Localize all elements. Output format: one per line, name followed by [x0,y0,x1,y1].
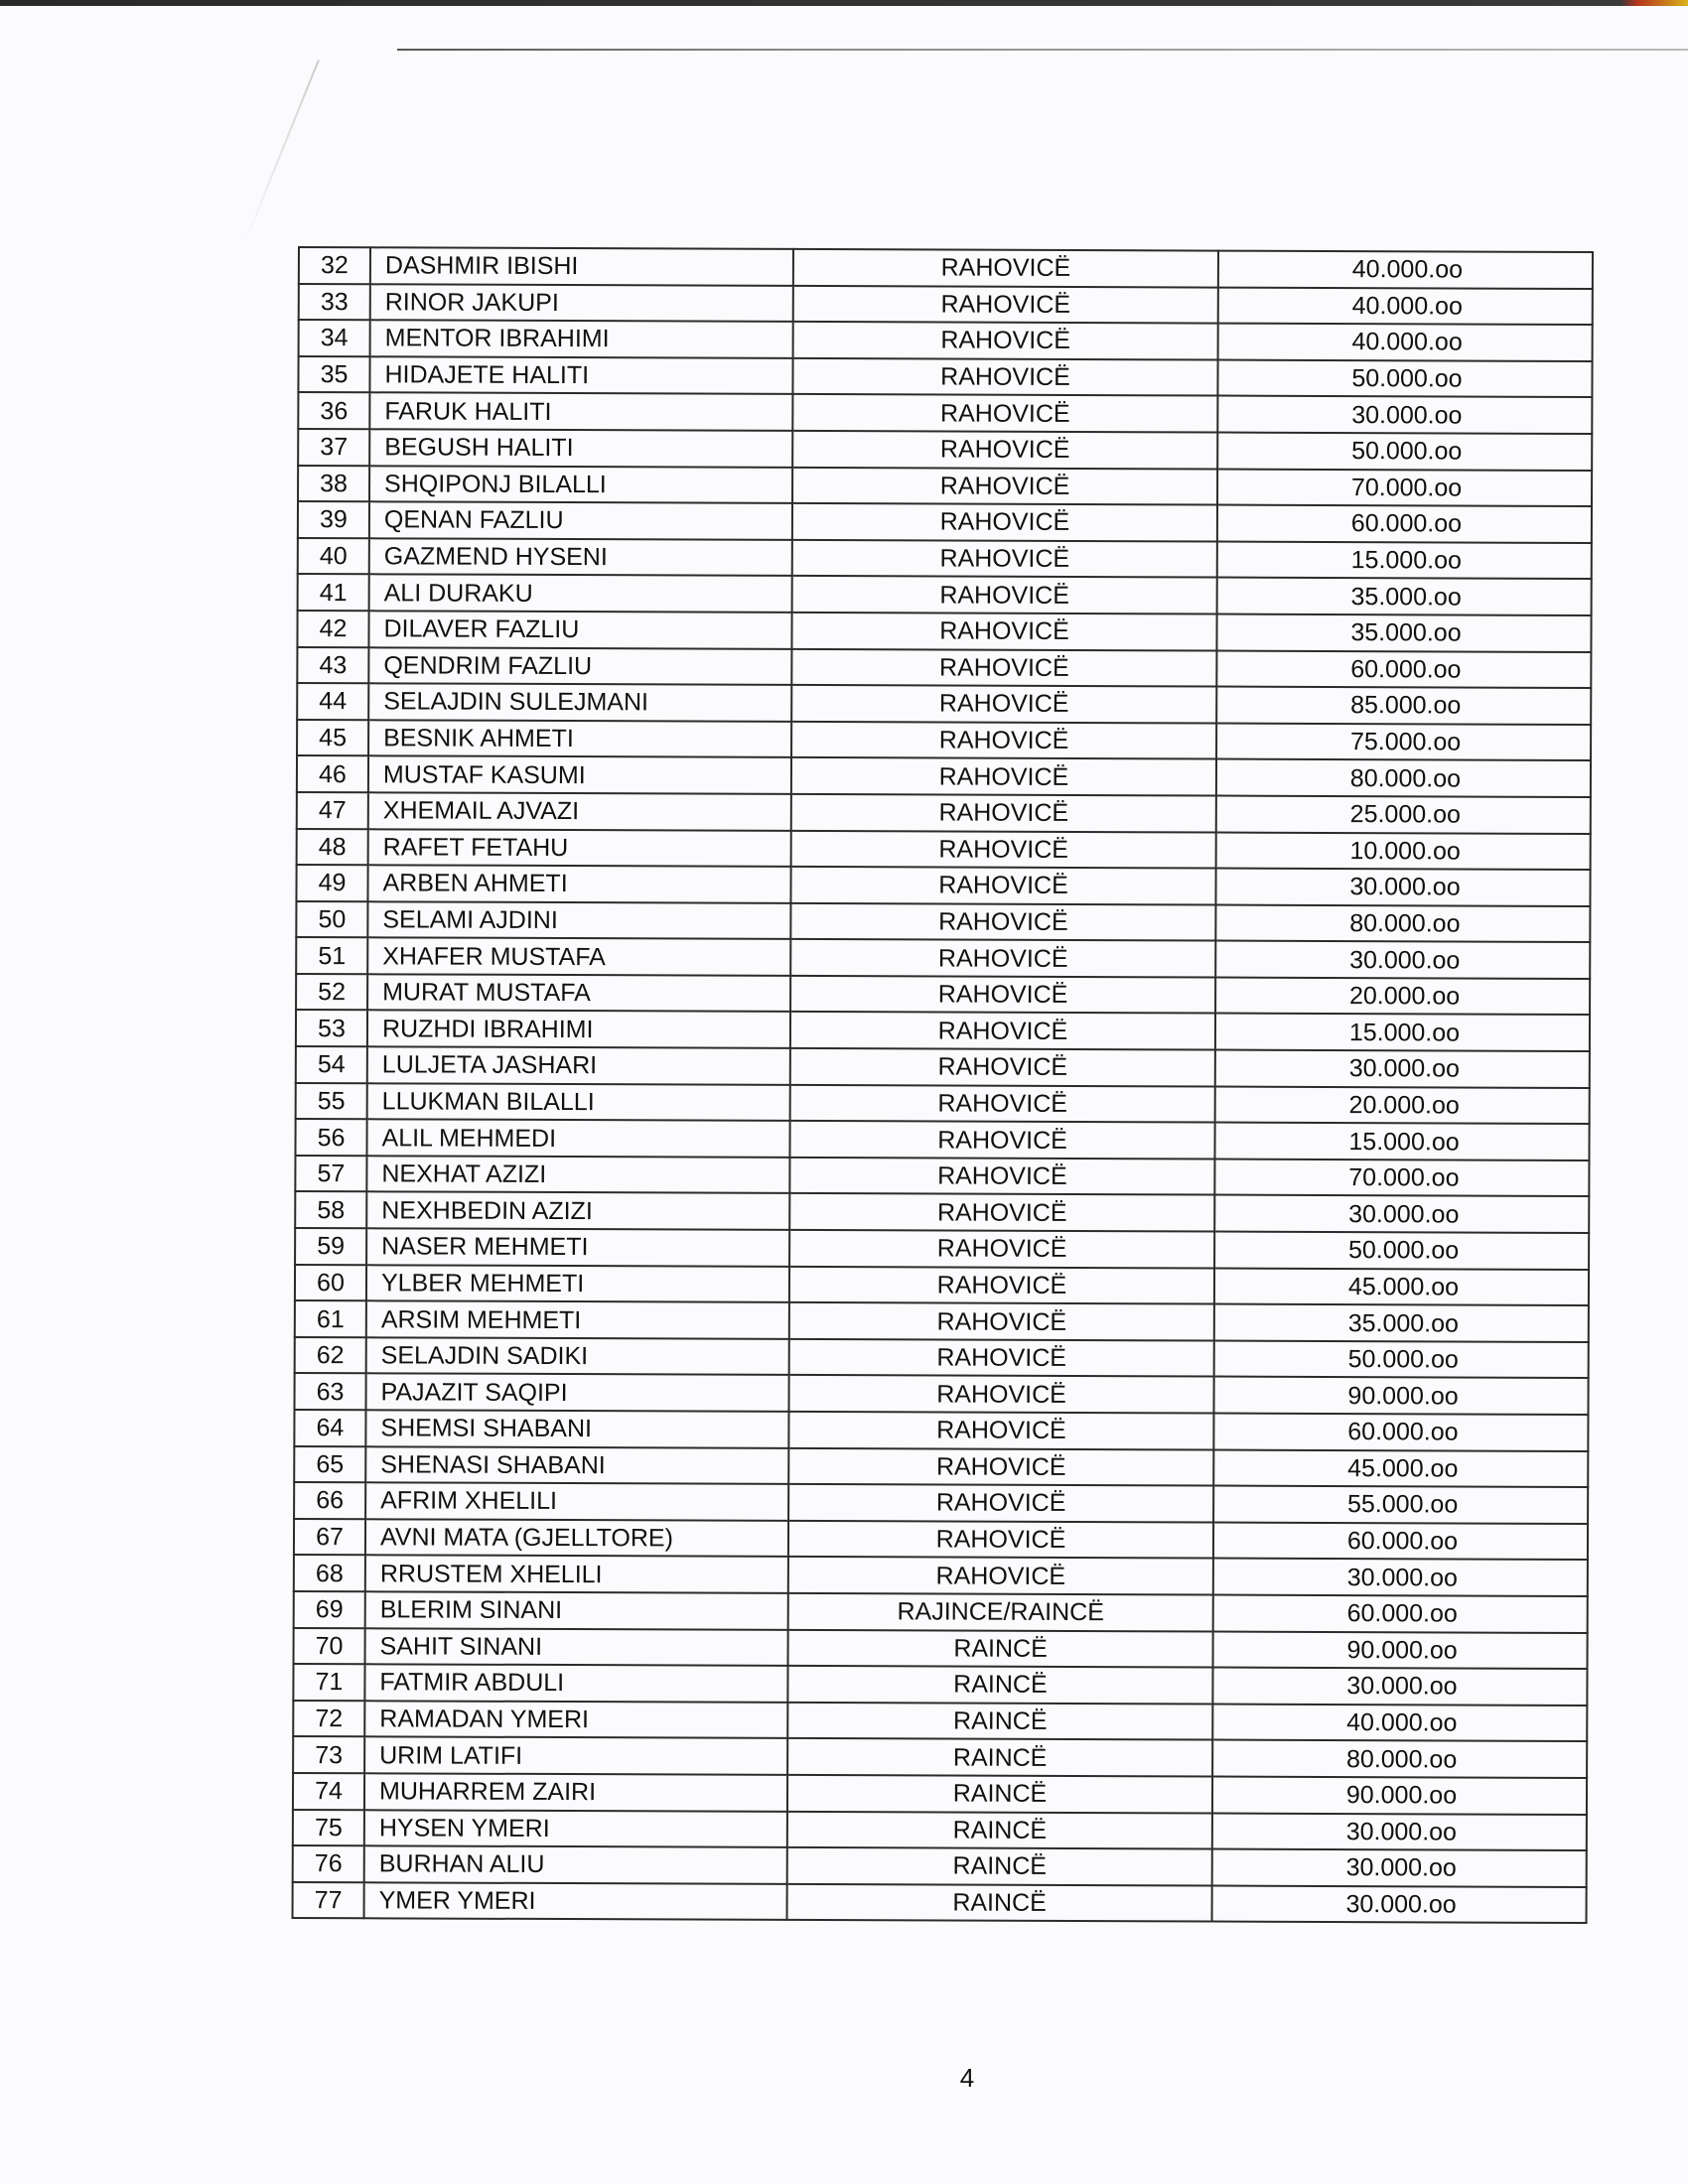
place-cell: RAHOVICË [789,1230,1214,1268]
place-cell: RAINCË [788,1629,1213,1667]
name-cell: SELAJDIN SADIKI [366,1337,789,1375]
amount-cell: 45.000.oo [1214,1268,1589,1305]
amount-cell: 30.000.oo [1212,1885,1587,1923]
place-cell: RAHOVICË [793,322,1218,359]
name-cell: RRUSTEM XHELILI [365,1556,788,1593]
table-row [297,828,1591,870]
row-number-cell: 69 [294,1591,365,1628]
place-cell: RAINCË [787,1703,1212,1740]
row-number-cell: 47 [297,792,368,829]
name-cell: SAHIT SINANI [365,1628,788,1666]
table-row [295,1228,1589,1270]
amount-cell: 60.000.oo [1217,505,1592,543]
table-row [295,1156,1589,1197]
row-number-cell: 33 [299,284,370,321]
row-number-cell: 65 [294,1446,365,1483]
amount-cell: 35.000.oo [1217,578,1592,615]
row-number-cell: 57 [295,1156,366,1192]
place-cell: RAJINCE/RAINCË [788,1593,1213,1631]
table-row [298,392,1592,434]
amount-cell: 20.000.oo [1215,977,1590,1015]
place-cell: RAHOVICË [792,503,1217,541]
table-row [294,1519,1588,1561]
name-cell: SELAMI AJDINI [367,901,790,939]
table-row [294,1410,1588,1451]
table-row [296,937,1590,979]
amount-cell: 70.000.oo [1217,469,1592,506]
place-cell: RAHOVICË [791,830,1216,868]
place-cell: RAINCË [787,1811,1212,1848]
table-row [293,1845,1587,1887]
row-number-cell: 38 [298,466,369,502]
row-number-cell: 73 [293,1736,364,1773]
table-row [298,538,1592,580]
row-number-cell: 62 [295,1337,366,1374]
table-row [297,755,1591,797]
amount-cell: 15.000.oo [1217,541,1592,579]
row-number-cell: 68 [294,1555,365,1591]
place-cell: RAHOVICË [792,431,1217,469]
row-number-cell: 51 [296,937,367,974]
amount-cell: 80.000.oo [1212,1740,1587,1778]
table-row [294,1555,1588,1596]
name-cell: RUZHDI IBRAHIMI [367,1011,790,1048]
name-cell: DASHMIR IBISHI [370,247,793,285]
amount-cell: 50.000.oo [1214,1232,1589,1270]
amount-cell: 60.000.oo [1213,1522,1588,1560]
row-number-cell: 64 [294,1410,365,1446]
row-number-cell: 37 [298,429,369,466]
table-row [299,247,1593,289]
row-number-cell: 71 [293,1664,364,1701]
row-number-cell: 44 [297,683,368,720]
amount-cell: 55.000.oo [1213,1486,1588,1524]
table-row [293,1701,1587,1742]
row-number-cell: 40 [298,538,369,575]
name-cell: ARBEN AHMETI [367,865,790,902]
place-cell: RAHOVICË [788,1484,1213,1522]
table-row [295,1337,1589,1379]
amount-cell: 70.000.oo [1214,1159,1589,1196]
amount-cell: 50.000.oo [1217,433,1592,471]
place-cell: RAHOVICË [790,1048,1215,1086]
place-cell: RAHOVICË [793,286,1218,324]
amount-cell: 45.000.oo [1213,1449,1588,1487]
row-number-cell: 36 [298,392,369,429]
row-number-cell: 56 [295,1119,366,1156]
amount-cell: 20.000.oo [1215,1086,1590,1124]
place-cell: RAHOVICË [792,394,1217,432]
place-cell: RAINCË [787,1847,1212,1885]
name-cell: YMER YMERI [364,1882,787,1920]
name-cell: AVNI MATA (GJELLTORE) [365,1519,788,1557]
name-cell: RINOR JAKUPI [370,284,793,322]
name-cell: FATMIR ABDULI [364,1664,787,1702]
amount-cell: 30.000.oo [1212,1849,1587,1887]
name-cell: ALIL MEHMEDI [366,1120,789,1158]
place-cell: RAHOVICË [790,903,1215,941]
place-cell: RAHOVICË [790,1012,1215,1049]
amount-cell: 10.000.oo [1216,832,1591,870]
place-cell: RAHOVICË [792,540,1217,578]
place-cell: RAHOVICË [791,685,1216,723]
table-row [296,974,1590,1016]
place-cell: RAHOVICË [790,976,1215,1014]
row-number-cell: 35 [298,356,369,393]
amount-cell: 60.000.oo [1216,650,1591,688]
place-cell: RAHOVICË [790,1085,1215,1123]
place-cell: RAHOVICË [788,1521,1213,1559]
amount-cell: 30.000.oo [1212,1668,1587,1706]
name-cell: HYSEN YMERI [364,1810,787,1847]
amount-cell: 30.000.oo [1215,869,1590,906]
amount-cell: 35.000.oo [1214,1304,1589,1342]
name-cell: SHQIPONJ BILALLI [369,466,792,503]
name-cell: BURHAN ALIU [364,1845,787,1883]
table-row [299,284,1593,326]
table-row [296,865,1590,906]
amount-cell: 30.000.oo [1215,1050,1590,1088]
place-cell: RAHOVICË [789,1302,1214,1340]
table-row [293,1736,1587,1778]
place-cell: RAINCË [787,1884,1212,1922]
name-cell: DILAVER FAZLIU [368,611,791,648]
table-row [293,1664,1587,1706]
amount-cell: 30.000.oo [1215,941,1590,979]
name-cell: AFRIM XHELILI [365,1482,788,1520]
name-cell: MUHARREM ZAIRI [364,1773,787,1811]
row-number-cell: 46 [297,755,368,792]
table-row [297,647,1591,689]
name-cell: ALI DURAKU [369,575,792,613]
row-number-cell: 43 [297,647,368,684]
place-cell: RAHOVICË [792,467,1217,504]
name-cell: SELAJDIN SULEJMANI [368,683,791,721]
row-number-cell: 55 [296,1083,367,1120]
name-cell: NEXHAT AZIZI [366,1156,789,1193]
row-number-cell: 59 [295,1228,366,1265]
amount-cell: 50.000.oo [1214,1340,1589,1378]
place-cell: RAHOVICË [791,794,1216,832]
table-row [298,574,1592,615]
table-row [293,1810,1587,1851]
place-cell: RAHOVICË [789,1121,1214,1159]
name-cell: BEGUSH HALITI [369,429,792,467]
page-number: 4 [959,2063,975,2093]
table-row [297,611,1591,652]
place-cell: RAHOVICË [789,1193,1214,1231]
name-cell: YLBER MEHMETI [366,1265,789,1302]
name-cell: QENDRIM FAZLIU [368,647,791,685]
table-row [294,1446,1588,1488]
row-number-cell: 74 [293,1773,364,1810]
name-cell: MUSTAF KASUMI [368,756,791,794]
row-number-cell: 70 [294,1628,365,1665]
row-number-cell: 76 [293,1845,364,1882]
row-number-cell: 75 [293,1810,364,1846]
table-row [297,683,1591,725]
name-cell: QENAN FAZLIU [369,501,792,539]
name-cell: MENTOR IBRAHIMI [370,320,793,357]
amount-cell: 80.000.oo [1216,759,1591,797]
row-number-cell: 66 [294,1482,365,1519]
amount-cell: 90.000.oo [1213,1377,1588,1415]
place-cell: RAHOVICË [792,358,1217,396]
name-cell: FARUK HALITI [369,393,792,431]
row-number-cell: 61 [295,1300,366,1337]
amount-cell: 30.000.oo [1212,1813,1587,1850]
table-row [294,1591,1588,1633]
table-row [298,356,1592,398]
row-number-cell: 49 [296,865,367,901]
name-cell: NASER MEHMETI [366,1228,789,1266]
amount-cell: 50.000.oo [1217,359,1592,397]
table-row [293,1882,1587,1924]
name-cell: BESNIK AHMETI [368,720,791,757]
name-cell: HIDAJETE HALITI [369,356,792,394]
row-number-cell: 34 [299,320,370,356]
name-cell: RAFET FETAHU [368,829,791,867]
row-number-cell: 50 [296,901,367,938]
place-cell: RAHOVICË [789,1267,1214,1304]
table-row [294,1628,1588,1670]
name-cell: XHEMAIL AJVAZI [368,792,791,830]
amount-cell: 15.000.oo [1214,1123,1589,1160]
place-cell: RAHOVICË [788,1375,1213,1413]
row-number-cell: 67 [294,1519,365,1556]
place-cell: RAHOVICË [793,249,1218,287]
table-row [297,720,1591,761]
row-number-cell: 48 [297,828,368,865]
amount-cell: 35.000.oo [1216,614,1591,651]
name-cell: ARSIM MEHMETI [366,1300,789,1338]
amount-cell: 40.000.oo [1218,251,1593,289]
name-cell: LLUKMAN BILALLI [367,1083,790,1121]
scan-top-edge [0,0,1688,6]
row-number-cell: 52 [296,974,367,1011]
amount-cell: 30.000.oo [1213,1559,1588,1596]
amount-cell: 85.000.oo [1216,687,1591,725]
table-row [296,1046,1590,1088]
name-cell: LULJETA JASHARI [367,1046,790,1084]
recipients-table-container [292,246,1594,1924]
amount-cell: 40.000.oo [1218,287,1593,325]
name-cell: XHAFER MUSTAFA [367,938,790,976]
table-row [298,429,1592,471]
scan-header-rule [397,49,1688,51]
row-number-cell: 45 [297,720,368,756]
amount-cell: 60.000.oo [1213,1595,1588,1633]
table-row [294,1482,1588,1524]
row-number-cell: 63 [294,1373,365,1410]
row-number-cell: 32 [299,247,370,284]
row-number-cell: 42 [297,611,368,647]
row-number-cell: 58 [295,1191,366,1228]
name-cell: RAMADAN YMERI [364,1701,787,1738]
recipients-table [292,246,1594,1924]
amount-cell: 90.000.oo [1213,1631,1588,1669]
amount-cell: 30.000.oo [1217,396,1592,434]
name-cell: SHENASI SHABANI [365,1446,788,1484]
name-cell: NEXHBEDIN AZIZI [366,1192,789,1230]
row-number-cell: 53 [296,1010,367,1046]
row-number-cell: 41 [298,574,369,611]
row-number-cell: 60 [295,1265,366,1301]
recipients-table-body [293,247,1593,1923]
table-row [297,792,1591,834]
table-row [295,1119,1589,1160]
place-cell: RAHOVICË [791,613,1216,650]
place-cell: RAHOVICË [788,1412,1213,1449]
amount-cell: 30.000.oo [1214,1195,1589,1233]
row-number-cell: 39 [298,501,369,538]
place-cell: RAINCË [787,1738,1212,1776]
amount-cell: 90.000.oo [1212,1776,1587,1814]
amount-cell: 40.000.oo [1218,324,1593,361]
amount-cell: 80.000.oo [1215,904,1590,942]
table-row [298,466,1592,507]
name-cell: MURAT MUSTAFA [367,974,790,1012]
place-cell: RAINCË [787,1666,1212,1704]
place-cell: RAHOVICË [788,1557,1213,1594]
place-cell: RAHOVICË [791,757,1216,795]
scan-fold-mark [243,60,320,244]
table-row [295,1265,1589,1306]
name-cell: SHEMSI SHABANI [365,1410,788,1447]
row-number-cell: 54 [296,1046,367,1083]
place-cell: RAHOVICË [789,1158,1214,1195]
amount-cell: 75.000.oo [1216,723,1591,760]
place-cell: RAHOVICË [790,939,1215,977]
name-cell: GAZMEND HYSENI [369,538,792,576]
table-row [296,1083,1590,1125]
place-cell: RAINCË [787,1775,1212,1813]
table-row [293,1773,1587,1815]
table-row [295,1191,1589,1233]
table-row [296,901,1590,943]
amount-cell: 15.000.oo [1215,1014,1590,1051]
table-row [295,1300,1589,1342]
table-row [294,1373,1588,1415]
row-number-cell: 72 [293,1701,364,1737]
name-cell: PAJAZIT SAQIPI [365,1374,788,1412]
table-row [298,501,1592,543]
amount-cell: 40.000.oo [1212,1704,1587,1741]
amount-cell: 25.000.oo [1216,795,1591,833]
place-cell: RAHOVICË [789,1339,1214,1377]
place-cell: RAHOVICË [791,722,1216,759]
name-cell: URIM LATIFI [364,1737,787,1775]
place-cell: RAHOVICË [792,576,1217,614]
amount-cell: 60.000.oo [1213,1414,1588,1451]
table-row [296,1010,1590,1051]
place-cell: RAHOVICË [790,867,1215,904]
row-number-cell: 77 [293,1882,364,1919]
table-row [299,320,1593,361]
place-cell: RAHOVICË [791,648,1216,686]
place-cell: RAHOVICË [788,1448,1213,1486]
name-cell: BLERIM SINANI [365,1591,788,1629]
